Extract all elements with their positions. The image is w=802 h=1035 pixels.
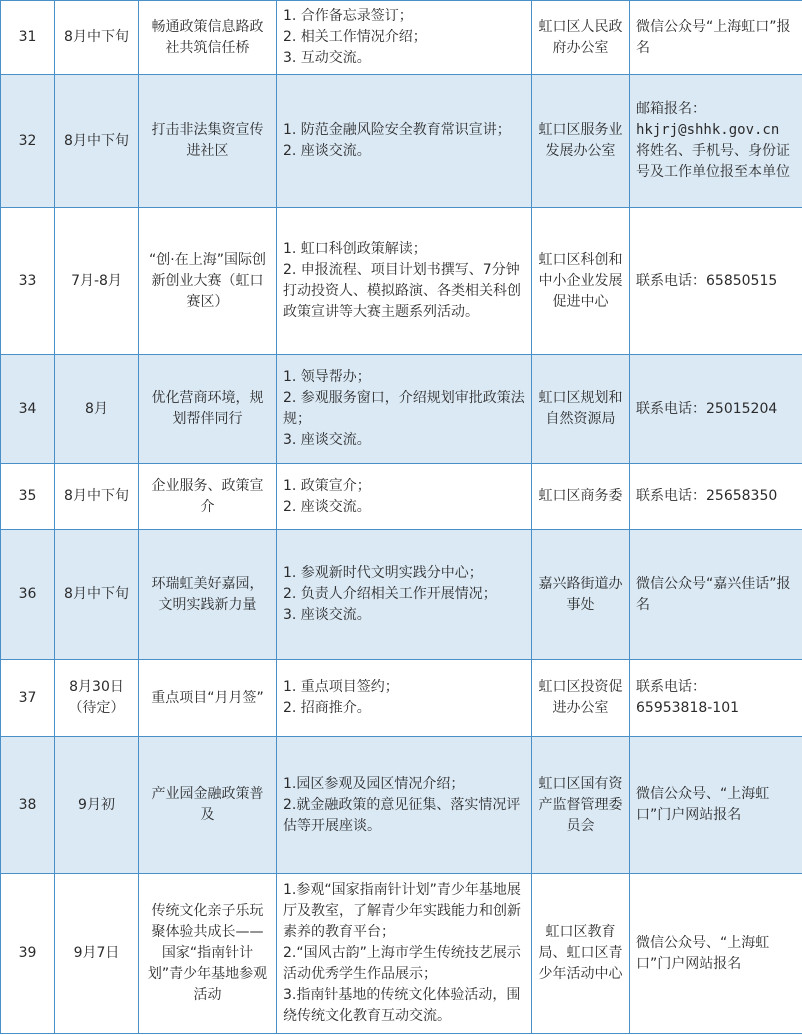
row-organizer: 虹口区国有资产监督管理委员会 (532, 737, 630, 874)
row-content (277, 874, 532, 1034)
row-content (277, 355, 532, 464)
table-row (1, 737, 802, 874)
row-organizer: 虹口区服务业发展办公室 (532, 75, 630, 208)
row-number: 32 (1, 75, 55, 208)
table-row (1, 464, 802, 530)
content-line: 2. 负责人介绍相关工作开展情况； (283, 586, 497, 602)
content-line: 1. 防范金融风险安全教育常识宣讲； (283, 122, 511, 138)
row-content (277, 530, 532, 660)
content-line: 1. 参观新时代文明实践分中心； (283, 565, 483, 581)
row-number: 33 (1, 208, 55, 355)
content-line: 1. 合作备忘录签订； (283, 8, 413, 24)
content-line: 1. 虹口科创政策解读； (283, 241, 427, 257)
row-number: 38 (1, 737, 55, 874)
row-organizer: 嘉兴路街道办事处 (532, 530, 630, 660)
registration-line: 微信公众号“嘉兴佳话”报名 (636, 575, 791, 613)
row-activity-name: 企业服务、政策宣介 (139, 464, 277, 530)
registration-line: 联系电话：25015204 (636, 400, 778, 417)
row-time: 7月-8月 (55, 208, 139, 355)
row-organizer: 虹口区人民政府办公室 (532, 1, 630, 75)
registration-line: 联系电话：65850515 (636, 272, 778, 289)
registration-line: 邮箱报名： (636, 101, 706, 117)
row-activity-name: “创·在上海”国际创新创业大赛（虹口赛区） (139, 208, 277, 355)
row-activity-name: 传统文化亲子乐玩聚体验共成长——国家“指南针计划”青少年基地参观活动 (139, 874, 277, 1034)
row-time: 8月中下旬 (55, 530, 139, 660)
row-organizer: 虹口区投资促进办公室 (532, 660, 630, 737)
content-line: 1. 重点项目签约； (283, 679, 399, 695)
row-number: 39 (1, 874, 55, 1034)
table-row (1, 75, 802, 208)
content-line: 2. 参观服务窗口，介绍规划审批政策法规； (283, 390, 525, 427)
row-organizer: 虹口区科创和中小企业发展促进中心 (532, 208, 630, 355)
row-time: 9月7日 (55, 874, 139, 1034)
row-content (277, 737, 532, 874)
table-row (1, 530, 802, 660)
row-registration (630, 464, 802, 530)
table-row (1, 208, 802, 355)
content-line: 1. 领导帮办； (283, 369, 371, 385)
table-row (1, 660, 802, 737)
row-number: 36 (1, 530, 55, 660)
row-registration (630, 530, 802, 660)
row-organizer: 虹口区教育局、虹口区青少年活动中心 (532, 874, 630, 1034)
registration-line: 微信公众号“上海虹口”报名 (636, 18, 791, 56)
content-line: 3. 座谈交流。 (283, 607, 371, 623)
row-content (277, 660, 532, 737)
row-activity-name: 环瑞虹美好嘉园，文明实践新力量 (139, 530, 277, 660)
row-activity-name: 打击非法集资宣传进社区 (139, 75, 277, 208)
row-number: 34 (1, 355, 55, 464)
row-organizer: 虹口区规划和自然资源局 (532, 355, 630, 464)
row-activity-name: 畅通政策信息路政社共筑信任桥 (139, 1, 277, 75)
registration-line: 联系电话： (636, 679, 706, 695)
row-time: 8月中下旬 (55, 1, 139, 75)
row-time: 8月中下旬 (55, 75, 139, 208)
content-line: 2. 申报流程、项目计划书撰写、7分钟打动投资人、模拟路演、各类相关科创政策宣讲等大赛主题系列活动。 (283, 262, 521, 320)
content-line: 2. 座谈交流。 (283, 498, 371, 515)
row-number: 35 (1, 464, 55, 530)
registration-line: 微信公众号、“上海虹口”门户网站报名 (636, 934, 770, 972)
registration-line: 微信公众号、“上海虹口”门户网站报名 (636, 786, 770, 823)
content-line: 1. 政策宣介； (283, 477, 371, 494)
row-activity-name: 优化营商环境，规划帮伴同行 (139, 355, 277, 464)
registration-line: 联系电话：25658350 (636, 488, 778, 504)
row-time: 8月中下旬 (55, 464, 139, 530)
content-line: 1.园区参观及园区情况介绍； (283, 775, 465, 792)
row-registration (630, 355, 802, 464)
row-content (277, 75, 532, 208)
activity-table-body (1, 1, 802, 1034)
row-time: 8月30日（待定） (55, 660, 139, 737)
row-number: 31 (1, 1, 55, 75)
row-registration (630, 208, 802, 355)
row-activity-name: 重点项目“月月签” (139, 660, 277, 737)
table-row (1, 355, 802, 464)
row-organizer: 虹口区商务委 (532, 464, 630, 530)
registration-line: 65953818-101 (636, 700, 740, 716)
table-row (1, 1, 802, 75)
row-number: 37 (1, 660, 55, 737)
row-registration (630, 737, 802, 874)
content-line: 1.参观“国家指南针计划”青少年基地展厅及教室，了解青少年实践能力和创新素养的教育平台； (283, 882, 521, 940)
row-content (277, 1, 532, 75)
row-content (277, 208, 532, 355)
content-line: 3. 互动交流。 (283, 50, 371, 66)
row-registration (630, 75, 802, 208)
content-line: 2. 相关工作情况介绍； (283, 29, 427, 45)
table-row (1, 874, 802, 1034)
row-activity-name: 产业园金融政策普及 (139, 737, 277, 874)
row-time: 9月初 (55, 737, 139, 874)
content-line: 3.指南针基地的传统文化体验活动，围绕传统文化教育互动交流。 (283, 987, 521, 1024)
content-line: 2.“国风古韵”上海市学生传统技艺展示活动优秀学生作品展示； (283, 945, 521, 982)
registration-email[interactable]: hkjrj@shhk.gov.cn (636, 122, 780, 138)
row-time: 8月 (55, 355, 139, 464)
row-registration (630, 1, 802, 75)
row-registration (630, 660, 802, 737)
content-line: 2. 招商推介。 (283, 700, 371, 716)
row-content (277, 464, 532, 530)
registration-line: 将姓名、手机号、身份证号及工作单位报至本单位 (636, 143, 790, 180)
content-line: 3. 座谈交流。 (283, 432, 371, 448)
content-line: 2.就金融政策的意见征集、落实情况评估等开展座谈。 (283, 796, 521, 834)
row-registration (630, 874, 802, 1034)
content-line: 2. 座谈交流。 (283, 143, 371, 159)
